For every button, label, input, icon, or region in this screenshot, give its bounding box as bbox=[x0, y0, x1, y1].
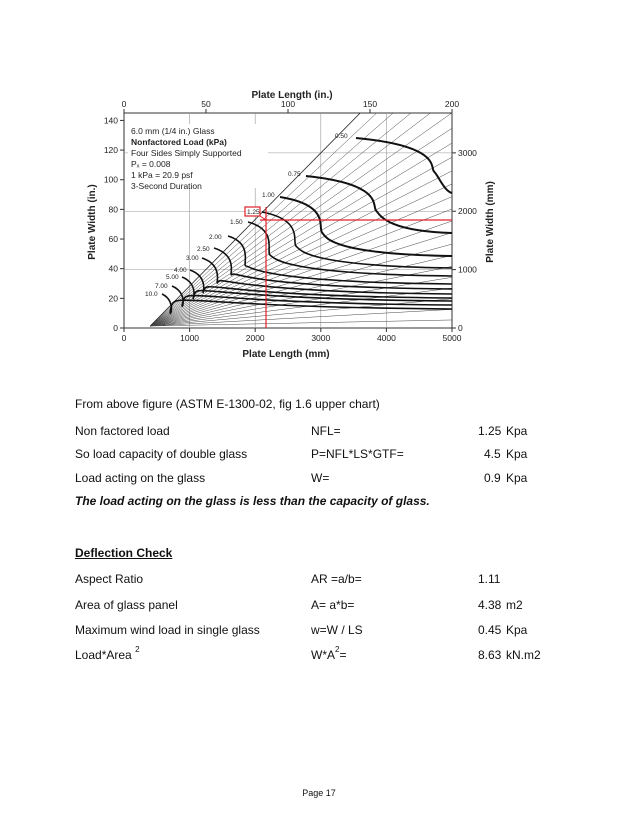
left-tick-label: 40 bbox=[108, 263, 118, 274]
row-load-formula: W= bbox=[311, 471, 330, 485]
loadarea-label-sup: 2 bbox=[135, 645, 140, 654]
curve-label-5.00: 5.00 bbox=[166, 274, 179, 281]
curve-label-2.50: 2.50 bbox=[197, 246, 210, 253]
curve-label-4.00: 4.00 bbox=[174, 267, 187, 274]
row-wind-label: Maximum wind load in single glass bbox=[75, 623, 260, 637]
row-wind-formula: w=W / LS bbox=[311, 623, 363, 637]
curve-label-1.50: 1.50 bbox=[230, 219, 243, 226]
loadarea-formula-sup: 2 bbox=[335, 645, 340, 654]
top-tick-label: 100 bbox=[280, 99, 296, 109]
left-tick-label: 80 bbox=[108, 204, 118, 215]
curve-label-0.50: 0.50 bbox=[335, 133, 348, 140]
row-capacity-formula: P=NFL*LS*GTF= bbox=[311, 447, 404, 461]
row-aspect-label: Aspect Ratio bbox=[75, 572, 144, 586]
curve-label-3.00: 3.00 bbox=[186, 255, 199, 262]
bottom-tick-label: 2000 bbox=[245, 333, 265, 343]
astm-load-chart bbox=[0, 0, 638, 370]
legend-line-2: Nonfactored Load (kPa) bbox=[131, 137, 227, 147]
row-nfl-label: Non factored load bbox=[75, 424, 170, 438]
row-capacity-unit: Kpa bbox=[506, 447, 528, 461]
row-nfl-formula: NFL= bbox=[311, 424, 341, 438]
row-loadarea-value: 8.63 bbox=[478, 648, 502, 662]
right-tick-label: 1000 bbox=[458, 264, 477, 275]
left-tick-label: 0 bbox=[113, 323, 118, 333]
bottom-tick-label: 4000 bbox=[376, 333, 396, 343]
row-nfl-value: 1.25 bbox=[478, 424, 502, 438]
fan-line bbox=[150, 320, 452, 326]
curve-label-1.00: 1.00 bbox=[262, 192, 275, 199]
row-loadarea-unit: kN.m2 bbox=[506, 648, 541, 662]
left-tick-label: 100 bbox=[103, 174, 118, 185]
row-area-value: 4.38 bbox=[478, 598, 502, 612]
legend-line-6: 3-Second Duration bbox=[131, 181, 202, 191]
curve-label-0.75: 0.75 bbox=[288, 171, 301, 178]
right-axis-title: Plate Width (mm) bbox=[485, 181, 496, 263]
chart-legend bbox=[128, 124, 268, 191]
bottom-tick-label: 3000 bbox=[311, 333, 331, 343]
load-curve bbox=[280, 197, 452, 256]
curve-label-7.00: 7.00 bbox=[155, 283, 168, 290]
legend-line-4: Pₓ = 0.008 bbox=[131, 159, 171, 169]
right-tick-label: 3000 bbox=[458, 147, 477, 158]
row-area-unit: m2 bbox=[506, 598, 523, 612]
load-curve bbox=[306, 176, 452, 233]
right-tick-label: 2000 bbox=[458, 206, 477, 217]
page-number: Page 17 bbox=[302, 788, 336, 798]
curve-label-10.0: 10.0 bbox=[145, 291, 158, 298]
row-aspect-value: 1.11 bbox=[478, 572, 501, 586]
source-line: From above figure (ASTM E-1300-02, fig 1.6 upper chart) bbox=[75, 397, 380, 411]
row-aspect-formula: AR =a/b= bbox=[311, 572, 362, 586]
bottom-axis-title: Plate Length (mm) bbox=[242, 349, 330, 360]
row-loadarea-formula bbox=[311, 645, 347, 662]
row-load-value: 0.9 bbox=[484, 471, 501, 485]
row-nfl-unit: Kpa bbox=[506, 424, 528, 438]
left-tick-label: 140 bbox=[103, 115, 118, 126]
loadarea-label-text: Load*Area bbox=[75, 648, 132, 662]
left-tick-label: 120 bbox=[103, 145, 118, 156]
top-tick-label: 0 bbox=[121, 99, 127, 109]
loadarea-formula-text: W*A bbox=[311, 648, 335, 662]
top-tick-label: 200 bbox=[444, 99, 460, 109]
row-capacity-label: So load capacity of double glass bbox=[75, 447, 248, 461]
left-axis-title: Plate Width (in.) bbox=[87, 184, 98, 260]
bottom-tick-label: 5000 bbox=[442, 333, 462, 343]
deflection-heading: Deflection Check bbox=[75, 546, 173, 560]
legend-line-3: Four Sides Simply Supported bbox=[131, 148, 242, 158]
top-tick-label: 150 bbox=[362, 99, 378, 109]
loadarea-formula-end: = bbox=[339, 648, 347, 662]
row-area-label: Area of glass panel bbox=[75, 598, 178, 612]
legend-line-1: 6.0 mm (1/4 in.) Glass bbox=[131, 126, 215, 136]
row-wind-value: 0.45 bbox=[478, 623, 502, 637]
conclusion: The load acting on the glass is less than the capacity of glass. bbox=[75, 494, 430, 508]
row-wind-unit: Kpa bbox=[506, 623, 528, 637]
bottom-tick-label: 1000 bbox=[180, 333, 200, 343]
top-axis-title: Plate Length (in.) bbox=[251, 90, 333, 101]
bottom-tick-label: 0 bbox=[121, 333, 127, 343]
left-tick-label: 20 bbox=[108, 293, 118, 304]
curve-label-2.00: 2.00 bbox=[209, 234, 222, 241]
left-tick-label: 60 bbox=[108, 234, 118, 245]
row-area-formula: A= a*b= bbox=[311, 598, 355, 612]
top-tick-label: 50 bbox=[201, 99, 211, 109]
right-tick-label: 0 bbox=[458, 323, 463, 333]
legend-line-5: 1 kPa = 20.9 psf bbox=[131, 170, 193, 180]
row-capacity-value: 4.5 bbox=[484, 447, 501, 461]
row-load-label: Load acting on the glass bbox=[75, 471, 206, 485]
row-loadarea-label bbox=[75, 645, 140, 662]
highlight-label: 1.25 bbox=[247, 209, 260, 216]
row-load-unit: Kpa bbox=[506, 471, 528, 485]
